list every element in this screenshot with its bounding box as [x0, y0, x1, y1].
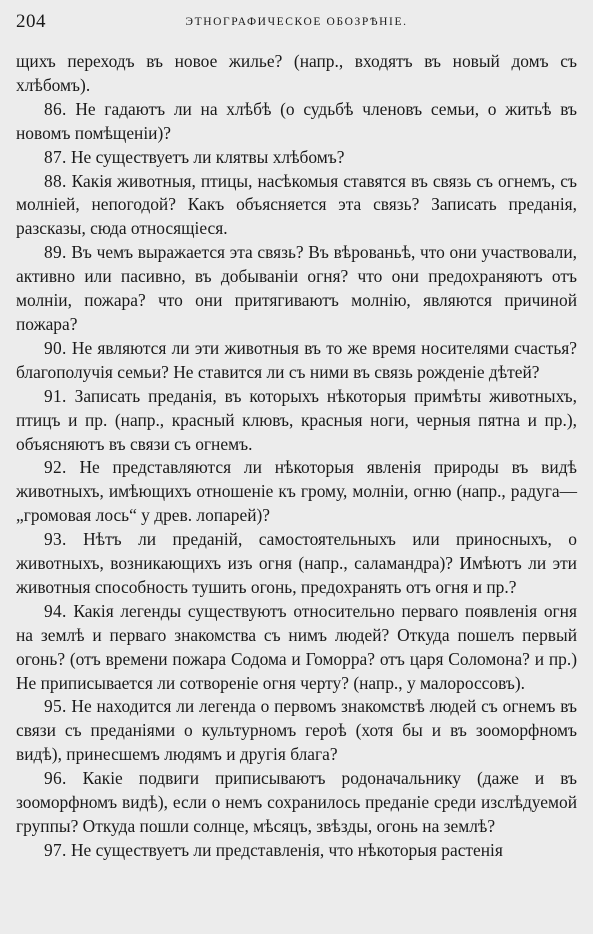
question-95: [16, 695, 577, 767]
running-head: [16, 10, 577, 36]
question-number: 89.: [44, 242, 67, 263]
journal-title: ЭТНОГРАФИЧЕСКОЕ ОБОЗРѢНІЕ.: [185, 16, 408, 28]
question-text: Не являются ли эти животныя въ то же время носителями счастья? благополучія семьи? Не ставится ли съ ними въ связь рожденіе дѣтей?: [16, 337, 577, 382]
question-text: Какія легенды существуютъ относительно перваго появленія огня на землѣ и перваго знакомства съ нимъ людей? Откуда пошелъ первый огонь? (отъ времени пожара Содома и Гоморра? отъ царя Соломона? и пр.) Не приписывается ли сотвореніе огня черту? (напр., у малороссовъ).: [16, 600, 577, 693]
question-number: 88.: [44, 170, 67, 191]
question-text: Какія животныя, птицы, насѣкомыя ставятся въ связь съ огнемъ, съ молніей, непогодой? Какъ объясняется эта связь? Записать преданія, разсказы, сюда относящіеся.: [16, 170, 577, 239]
body-text: [16, 50, 577, 863]
question-text: Какіе подвиги приписываютъ родоначальнику (даже и въ зооморфномъ видѣ), если о немъ сохранилось преданіе среди изслѣдуемой группы? Откуда пошли солнце, мѣсяцъ, звѣзды, огонь на землѣ?: [16, 768, 577, 836]
question-94: [16, 600, 577, 696]
question-86: [16, 98, 577, 146]
question-number: 86.: [44, 98, 67, 119]
question-number: 90.: [44, 337, 67, 358]
question-number: 96.: [44, 768, 67, 789]
question-number: 87.: [44, 146, 67, 167]
question-number: 92.: [44, 457, 67, 478]
question-97: [16, 839, 577, 863]
question-93: [16, 528, 577, 600]
question-text: Въ чемъ выражается эта связь? Въ вѣрованьѣ, что они участвовали, активно или пасивно, въ добываніи огня? что они предохраняютъ отъ молніи, пожара? что они притягиваютъ молнію, являются причиной пожара?: [16, 242, 577, 334]
question-text: Нѣтъ ли преданій, самостоятельныхъ или приносныхъ, о животныхъ, возникающихъ изъ огня (напр., саламандра)? Имѣютъ ли эти животныя способность тушить огонь, предохранять отъ огня и пр.?: [16, 529, 577, 597]
question-number: 94.: [44, 600, 67, 621]
question-number: 97.: [44, 839, 67, 860]
question-89: [16, 241, 577, 337]
question-96: [16, 767, 577, 839]
question-text: Не гадаютъ ли на хлѣбѣ (о судьбѣ членовъ семьи, о житьѣ въ новомъ помѣщеніи)?: [16, 98, 577, 143]
question-text: Записать преданія, въ которыхъ нѣкоторыя примѣты животныхъ, птицъ и пр. (напр., красный клювъ, красныя ноги, черныя пятна и пр.), объясняютъ въ связи съ огнемъ.: [16, 385, 577, 454]
question-91: [16, 385, 577, 457]
question-number: 91.: [44, 385, 67, 406]
question-text: Не находится ли легенда о первомъ знакомствѣ людей съ огнемъ въ связи съ преданіями о культурномъ героѣ (хотя бы и въ зооморфномъ видѣ), принесшемъ людямъ и другія блага?: [16, 696, 577, 765]
question-92: [16, 456, 577, 528]
continuation-paragraph: щихъ переходъ въ новое жилье? (напр., входятъ въ новый домъ съ хлѣбомъ).: [16, 51, 577, 95]
question-number: 93.: [44, 529, 67, 550]
question-87: [16, 146, 577, 170]
question-90: [16, 337, 577, 385]
question-text: Не существуетъ ли представленія, что нѣкоторыя растенія: [71, 839, 503, 860]
question-88: [16, 170, 577, 242]
question-number: 95.: [44, 696, 67, 717]
question-text: Не представляются ли нѣкоторыя явленія природы въ видѣ животныхъ, имѣющихъ отношеніе къ грому, молніи, огню (напр., радуга—„громовая лось“ у древ. лопарей)?: [16, 457, 577, 526]
question-text: Не существуетъ ли клятвы хлѣбомъ?: [71, 146, 345, 167]
page-number: 204: [16, 11, 46, 32]
